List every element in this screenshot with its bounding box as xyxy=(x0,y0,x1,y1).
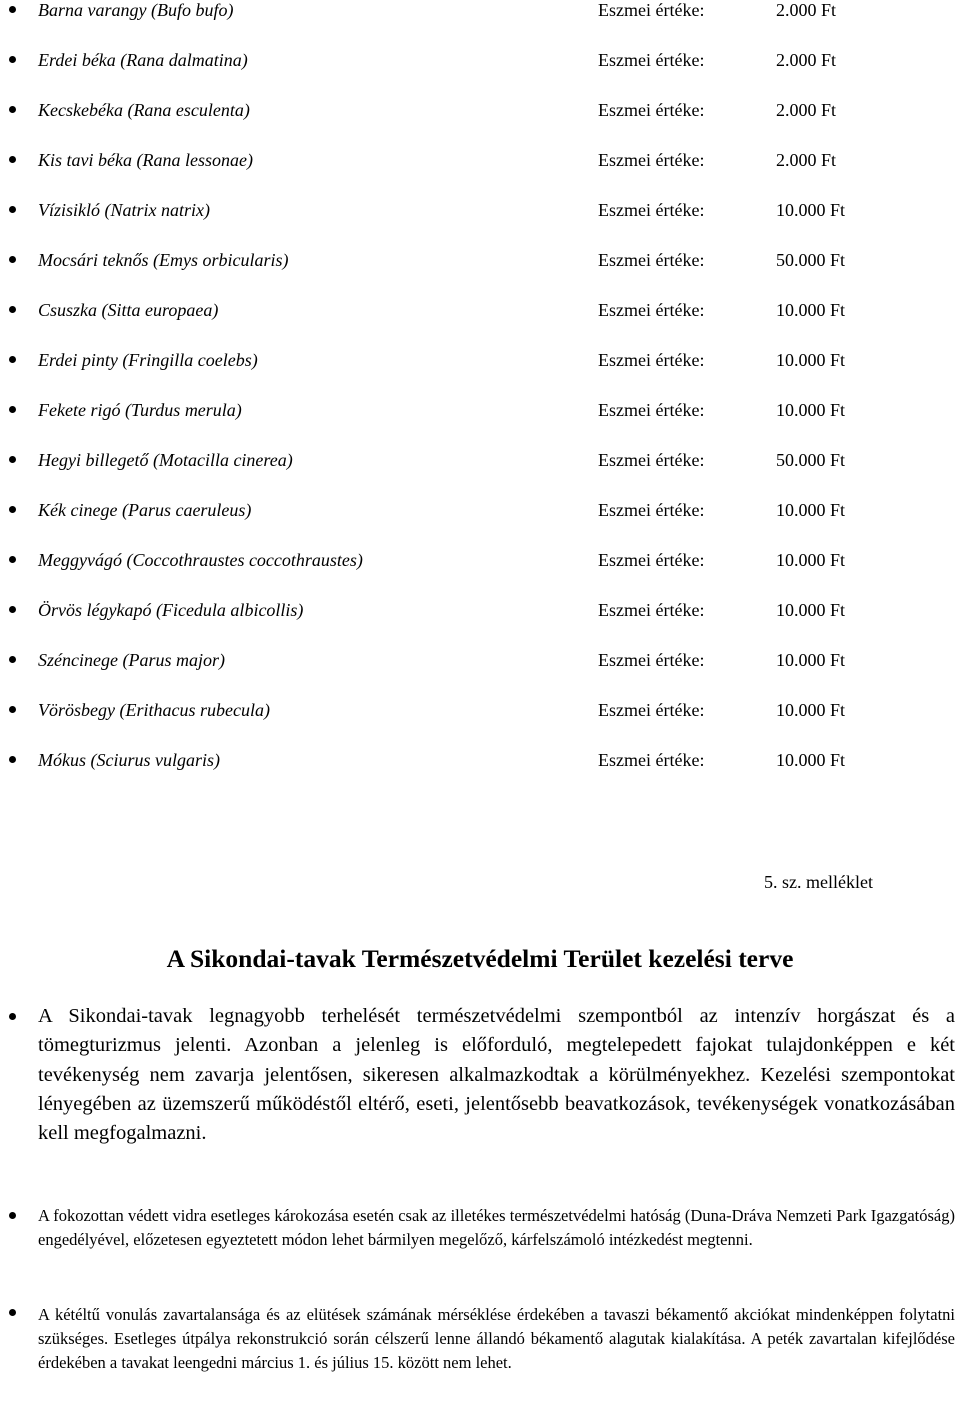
bullet-icon xyxy=(9,456,16,463)
list-item xyxy=(0,448,960,472)
value-label: Eszmei értéke: xyxy=(598,0,705,20)
list-item xyxy=(0,348,960,372)
list-item xyxy=(0,198,960,222)
value-amount: 10.000 Ft xyxy=(776,600,846,620)
bullet-icon xyxy=(9,6,16,13)
value-amount: 10.000 Ft xyxy=(776,200,846,220)
species-name: Vízisikló (Natrix natrix) xyxy=(38,200,210,220)
list-item xyxy=(0,248,960,272)
list-item xyxy=(0,148,960,172)
species-name: Fekete rigó (Turdus merula) xyxy=(38,400,242,420)
value-amount: 10.000 Ft xyxy=(776,700,846,720)
value-label: Eszmei értéke: xyxy=(598,450,705,470)
value-amount: 2.000 Ft xyxy=(776,100,837,120)
value-amount: 2.000 Ft xyxy=(776,0,837,20)
bullet-icon xyxy=(9,756,16,763)
bullet-icon xyxy=(9,556,16,563)
species-name: Mókus (Sciurus vulgaris) xyxy=(38,750,220,770)
value-amount: 10.000 Ft xyxy=(776,300,846,320)
value-label: Eszmei értéke: xyxy=(598,500,705,520)
species-name: Csuszka (Sitta europaea) xyxy=(38,300,219,320)
list-item xyxy=(0,648,960,672)
list-item xyxy=(0,398,960,422)
list-item xyxy=(0,498,960,522)
bullet-icon xyxy=(9,156,16,163)
species-name: Kecskebéka (Rana esculenta) xyxy=(38,100,250,120)
value-label: Eszmei értéke: xyxy=(598,300,705,320)
value-label: Eszmei értéke: xyxy=(598,600,705,620)
species-name: Erdei pinty (Fringilla coelebs) xyxy=(38,350,258,370)
bullet-icon xyxy=(9,356,16,363)
value-amount: 2.000 Ft xyxy=(776,150,837,170)
value-amount: 10.000 Ft xyxy=(776,750,846,770)
species-name: Hegyi billegető (Motacilla cinerea) xyxy=(38,450,293,470)
species-name: Vörösbegy (Erithacus rubecula) xyxy=(38,700,270,720)
bullet-icon xyxy=(9,506,16,513)
list-item xyxy=(0,48,960,72)
bullet-icon xyxy=(9,1013,16,1020)
value-amount: 10.000 Ft xyxy=(776,500,846,520)
value-label: Eszmei értéke: xyxy=(598,50,705,70)
list-item xyxy=(0,548,960,572)
value-label: Eszmei értéke: xyxy=(598,400,705,420)
bullet-icon xyxy=(9,606,16,613)
list-item xyxy=(0,598,960,622)
list-item xyxy=(0,748,960,772)
species-name: Mocsári teknős (Emys orbicularis) xyxy=(38,250,289,270)
value-amount: 10.000 Ft xyxy=(776,550,846,570)
bullet-icon xyxy=(9,706,16,713)
value-label: Eszmei értéke: xyxy=(598,550,705,570)
paragraph-amphibians: A kétéltű vonulás zavartalansága és az elütések számának mérséklése érdekében a tavaszi békamentő akciókat mindenképpen folytatni szükséges. Esetleges útpálya rekonstrukció során célszerű lenne állandó békamentő alagutak kialakítása. A peték zavartalan kifejlődése érdekében a tavakat leengedni március 1. és július 15. között nem lehet. xyxy=(38,1305,955,1372)
list-item xyxy=(0,698,960,722)
value-label: Eszmei értéke: xyxy=(598,100,705,120)
list-item xyxy=(0,0,960,22)
bullet-icon xyxy=(9,1212,16,1219)
value-amount: 10.000 Ft xyxy=(776,350,846,370)
bullet-icon xyxy=(9,406,16,413)
value-label: Eszmei értéke: xyxy=(598,650,705,670)
value-amount: 2.000 Ft xyxy=(776,50,837,70)
page-title: A Sikondai-tavak Természetvédelmi Terület kezelési terve xyxy=(166,944,794,973)
species-name: Meggyvágó (Coccothraustes coccothraustes) xyxy=(38,550,363,570)
value-label: Eszmei értéke: xyxy=(598,750,705,770)
value-amount: 10.000 Ft xyxy=(776,650,846,670)
species-name: Kék cinege (Parus caeruleus) xyxy=(38,500,252,520)
value-label: Eszmei értéke: xyxy=(598,700,705,720)
list-item xyxy=(0,298,960,322)
value-label: Eszmei értéke: xyxy=(598,350,705,370)
species-name: Széncinege (Parus major) xyxy=(38,650,225,670)
value-amount: 50.000 Ft xyxy=(776,450,846,470)
bullet-icon xyxy=(9,306,16,313)
value-label: Eszmei értéke: xyxy=(598,250,705,270)
bullet-icon xyxy=(9,56,16,63)
value-label: Eszmei értéke: xyxy=(598,200,705,220)
species-name: Barna varangy (Bufo bufo) xyxy=(38,0,234,20)
species-name: Erdei béka (Rana dalmatina) xyxy=(38,50,248,70)
bullet-icon xyxy=(9,656,16,663)
value-amount: 10.000 Ft xyxy=(776,400,846,420)
paragraph-otter: A fokozottan védett vidra esetleges károkozása esetén csak az illetékes természetvédelmi hatóság (Duna-Dráva Nemzeti Park Igazgatóság) engedélyével, előzetesen egyeztetett módon lehet bármilyen megelőző, kárfelszámoló intézkedést megtenni. xyxy=(38,1206,955,1249)
annex-label: 5. sz. melléklet xyxy=(764,872,873,892)
bullet-icon xyxy=(9,206,16,213)
species-name: Örvös légykapó (Ficedula albicollis) xyxy=(38,600,304,620)
value-amount: 50.000 Ft xyxy=(776,250,846,270)
paragraph-management: A Sikondai-tavak legnagyobb terhelését természetvédelmi szempontból az intenzív horgászat és a tömegturizmus jelenti. Azonban a jelenleg is előforduló, megtelepedett fajokat tulajdonképpen e két tevékenység nem zavarja jelentősen, sikeresen alkalmazkodtak a körülményekhez. Kezelési szempontokat lényegében az üzemszerű működéstől eltérő, eseti, jelentősebb beavatkozások, tevékenységek vonatkozásában kell megfogalmazni. xyxy=(38,1005,955,1145)
value-label: Eszmei értéke: xyxy=(598,150,705,170)
bullet-icon xyxy=(9,106,16,113)
list-item xyxy=(0,98,960,122)
bullet-icon xyxy=(9,256,16,263)
species-name: Kis tavi béka (Rana lessonae) xyxy=(38,150,253,170)
bullet-icon xyxy=(9,1309,16,1316)
